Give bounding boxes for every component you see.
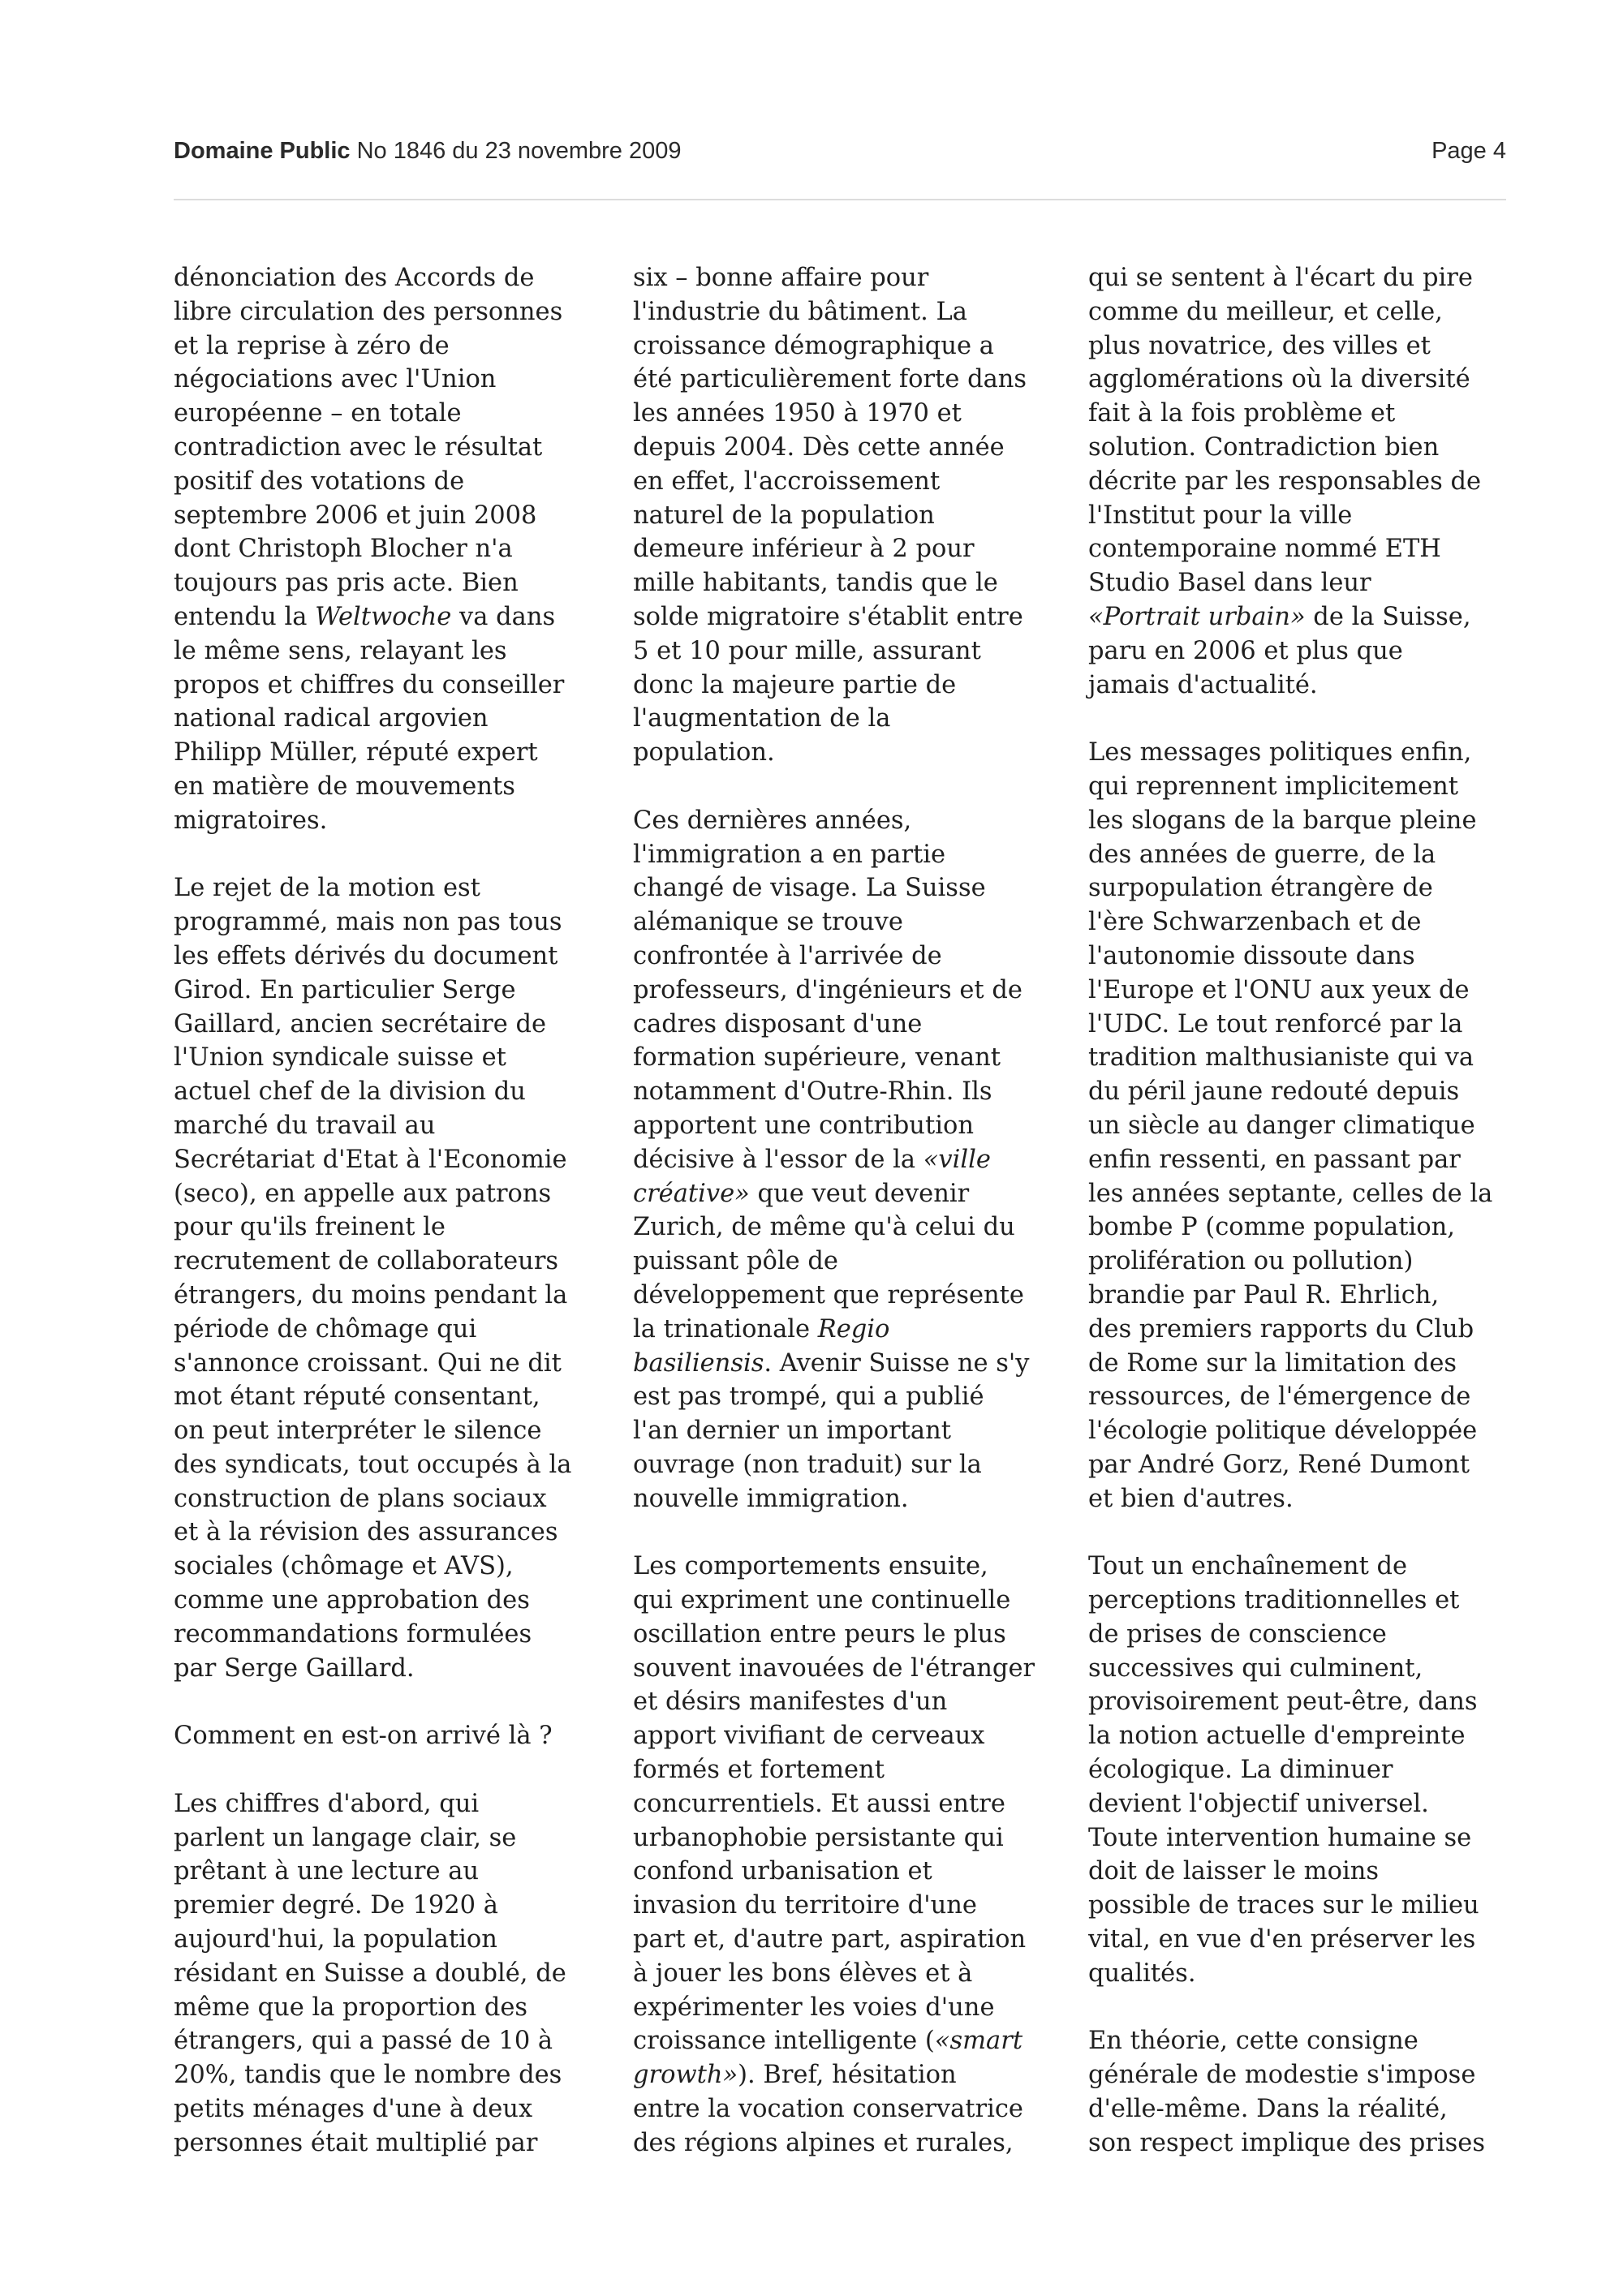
text-line: cadres disposant d'une — [633, 1009, 923, 1038]
header-divider — [174, 199, 1506, 200]
text-line: de prises de conscience — [1088, 1619, 1387, 1649]
paragraph — [174, 871, 579, 1685]
text-column-3 — [1088, 261, 1494, 2161]
text-line: et à la révision des assurances — [174, 1518, 558, 1547]
text-line: mille habitants, tandis que le — [633, 569, 998, 598]
text-line: souvent inavouées de l'étranger — [633, 1653, 1035, 1683]
text-line: perceptions traditionnelles et — [1088, 1586, 1460, 1615]
publication-name: Domaine Public — [174, 138, 351, 164]
text-line: provisoirement peut-être, dans — [1088, 1688, 1478, 1717]
text-line: formés et fortement — [633, 1756, 885, 1785]
text-line: même que la proportion des — [174, 1993, 528, 2022]
text-line: sociales (chômage et AVS), — [174, 1552, 514, 1581]
text-line: positif des votations de — [174, 467, 465, 496]
paragraph — [1088, 2024, 1494, 2160]
text-line: Les chiffres d'abord, qui — [174, 1789, 480, 1818]
text-line: été particulièrement forte dans — [633, 365, 1027, 394]
text-line: aujourd'hui, la population — [174, 1925, 497, 1954]
text-line: septembre 2006 et juin 2008 — [174, 501, 537, 530]
text-line: écologique. La diminuer — [1088, 1756, 1393, 1785]
text-line: l'industrie du bâtiment. La — [633, 297, 967, 326]
paragraph — [633, 804, 1039, 1516]
text-line: les slogans de la barque pleine — [1088, 806, 1477, 835]
text-line: Secrétariat d'Etat à l'Economie — [174, 1145, 567, 1174]
text-line: six – bonne affaire pour — [633, 264, 929, 292]
paragraph — [633, 1550, 1039, 2160]
page-header — [174, 138, 1506, 165]
text-line: confond urbanisation et — [633, 1857, 932, 1886]
text-line: comme une approbation des — [174, 1586, 530, 1615]
text-line: growth»). Bref, hésitation — [633, 2061, 957, 2090]
text-line: croissance démographique a — [633, 331, 994, 360]
text-line: est pas trompé, qui a publié — [633, 1382, 984, 1412]
text-line: l'ère Schwarzenbach et de — [1088, 908, 1422, 937]
text-line: un siècle au danger climatique — [1088, 1111, 1475, 1140]
text-line: donc la majeure partie de — [633, 670, 957, 699]
text-line: européenne – en totale — [174, 399, 462, 428]
text-line: propos et chiffres du conseiller — [174, 670, 565, 699]
text-line: s'annonce croissant. Qui ne dit — [174, 1348, 562, 1378]
paragraph — [174, 1787, 579, 2161]
text-line: par Serge Gaillard. — [174, 1653, 415, 1683]
text-line: recommandations formulées — [174, 1619, 532, 1649]
text-line: enfin ressenti, en passant par — [1088, 1145, 1461, 1174]
text-line: des régions alpines et rurales, — [633, 2128, 1014, 2157]
text-line: Zurich, de même qu'à celui du — [633, 1213, 1015, 1242]
text-line: et la reprise à zéro de — [174, 331, 450, 360]
text-column-2 — [633, 261, 1039, 2161]
text-line: entre la vocation conservatrice — [633, 2095, 1023, 2124]
text-line: Le rejet de la motion est — [174, 874, 480, 903]
text-line: construction de plans sociaux — [174, 1484, 547, 1513]
text-line: l'immigration a en partie — [633, 840, 946, 869]
text-line: la trinationale Regio — [633, 1314, 890, 1344]
text-line: paru en 2006 et plus que — [1088, 636, 1403, 665]
text-line: agglomérations où la diversité — [1088, 365, 1470, 394]
text-line: en matière de mouvements — [174, 772, 515, 801]
text-line: des années de guerre, de la — [1088, 840, 1436, 869]
text-line: la notion actuelle d'empreinte — [1088, 1722, 1466, 1751]
text-line: recrutement de collaborateurs — [174, 1247, 559, 1276]
text-line: entendu la Weltwoche va dans — [174, 602, 556, 631]
text-line: part et, d'autre part, aspiration — [633, 1925, 1027, 1954]
text-line: son respect implique des prises — [1088, 2128, 1485, 2157]
text-line: puissant pôle de — [633, 1247, 838, 1276]
text-line: fait à la fois problème et — [1088, 399, 1396, 428]
text-line: professeurs, d'ingénieurs et de — [633, 975, 1022, 1004]
text-line: décrite par les responsables de — [1088, 467, 1482, 496]
text-line: qui se sentent à l'écart du pire — [1088, 264, 1473, 292]
text-line: formation supérieure, venant — [633, 1043, 1001, 1073]
text-line: depuis 2004. Dès cette année — [633, 432, 1005, 462]
text-line: changé de visage. La Suisse — [633, 874, 986, 903]
text-line: l'autonomie dissoute dans — [1088, 941, 1415, 970]
text-line: par André Gorz, René Dumont — [1088, 1450, 1470, 1479]
text-line: Philipp Müller, réputé expert — [174, 738, 538, 767]
text-line: développement que représente — [633, 1280, 1024, 1309]
text-line: les années septante, celles de la — [1088, 1179, 1493, 1208]
text-line: demeure inférieur à 2 pour — [633, 535, 975, 564]
text-line: du péril jaune redouté depuis — [1088, 1077, 1460, 1107]
text-line: l'augmentation de la — [633, 704, 891, 733]
text-line: doit de laisser le moins — [1088, 1857, 1380, 1886]
paragraph — [1088, 1550, 1494, 1990]
text-line: contemporaine nommé ETH — [1088, 535, 1441, 564]
text-line: solde migratoire s'établit entre — [633, 602, 1023, 631]
paragraph — [633, 261, 1039, 770]
text-line: comme du meilleur, et celle, — [1088, 297, 1443, 326]
text-line: l'Union syndicale suisse et — [174, 1043, 506, 1073]
text-line: le même sens, relayant les — [174, 636, 507, 665]
issue-info: No 1846 du 23 novembre 2009 — [356, 138, 682, 164]
text-line: migratoires. — [174, 806, 328, 835]
text-line: qui expriment une continuelle — [633, 1586, 1011, 1615]
text-line: Les messages politiques enfin, — [1088, 738, 1472, 767]
text-line: Girod. En particulier Serge — [174, 975, 516, 1004]
text-line: dont Christoph Blocher n'a — [174, 535, 513, 564]
text-line: mot étant réputé consentant, — [174, 1382, 540, 1412]
text-line: pour qu'ils freinent le — [174, 1213, 446, 1242]
text-line: créative» que veut devenir — [633, 1179, 970, 1208]
text-line: successives qui culminent, — [1088, 1653, 1423, 1683]
text-line: concurrentiels. Et aussi entre — [633, 1789, 1005, 1818]
text-line: l'Europe et l'ONU aux yeux de — [1088, 975, 1470, 1004]
text-line: qualités. — [1088, 1958, 1196, 1988]
text-line: qui reprennent implicitement — [1088, 772, 1459, 801]
text-line: Gaillard, ancien secrétaire de — [174, 1009, 547, 1038]
text-line: l'écologie politique développée — [1088, 1417, 1478, 1446]
text-line: prêtant à une lecture au — [174, 1857, 480, 1886]
text-line: parlent un langage clair, se — [174, 1823, 517, 1852]
text-line: notamment d'Outre-Rhin. Ils — [633, 1077, 992, 1107]
text-line: 20%, tandis que le nombre des — [174, 2061, 562, 2090]
text-line: Toute intervention humaine se — [1088, 1823, 1472, 1852]
text-line: libre circulation des personnes — [174, 297, 563, 326]
text-line: En théorie, cette consigne — [1088, 2027, 1419, 2056]
text-line: décisive à l'essor de la «ville — [633, 1145, 991, 1174]
text-line: toujours pas pris acte. Bien — [174, 569, 519, 598]
text-line: personnes était multiplié par — [174, 2128, 538, 2157]
text-line: urbanophobie persistante qui — [633, 1823, 1004, 1852]
text-line: oscillation entre peurs le plus — [633, 1619, 1006, 1649]
text-line: tradition malthusianiste qui va — [1088, 1043, 1474, 1073]
text-line: basiliensis. Avenir Suisse ne s'y — [633, 1348, 1030, 1378]
text-line: bombe P (comme population, — [1088, 1213, 1455, 1242]
text-line: nouvelle immigration. — [633, 1484, 909, 1513]
text-line: générale de modestie s'impose — [1088, 2061, 1476, 2090]
text-line: l'UDC. Le tout renforcé par la — [1088, 1009, 1463, 1038]
text-line: on peut interpréter le silence — [174, 1417, 542, 1446]
text-line: prolifération ou pollution) — [1088, 1247, 1414, 1276]
text-line: étrangers, du moins pendant la — [174, 1280, 568, 1309]
text-line: invasion du territoire d'une — [633, 1891, 977, 1920]
text-line: surpopulation étrangère de — [1088, 874, 1433, 903]
text-line: actuel chef de la division du — [174, 1077, 526, 1107]
text-line: naturel de la population — [633, 501, 935, 530]
text-line: en effet, l'accroissement — [633, 467, 941, 496]
text-line: (seco), en appelle aux patrons — [174, 1179, 552, 1208]
text-line: Les comportements ensuite, — [633, 1552, 988, 1581]
text-line: Studio Basel dans leur — [1088, 569, 1371, 598]
text-line: période de chômage qui — [174, 1314, 477, 1344]
text-line: devient l'objectif universel. — [1088, 1789, 1429, 1818]
text-line: population. — [633, 738, 775, 767]
text-line: possible de traces sur le milieu — [1088, 1891, 1479, 1920]
text-line: premier degré. De 1920 à — [174, 1891, 498, 1920]
text-line: croissance intelligente («smart — [633, 2027, 1023, 2056]
text-line: expérimenter les voies d'une — [633, 1993, 995, 2022]
text-line: ouvrage (non traduit) sur la — [633, 1450, 982, 1479]
text-line: programmé, mais non pas tous — [174, 908, 562, 937]
text-line: Tout un enchaînement de — [1088, 1552, 1408, 1581]
text-line: l'Institut pour la ville — [1088, 501, 1353, 530]
text-line: l'an dernier un important — [633, 1417, 952, 1446]
text-line: Ces dernières années, — [633, 806, 912, 835]
text-line: dénonciation des Accords de — [174, 264, 535, 292]
text-line: confrontée à l'arrivée de — [633, 941, 942, 970]
text-line: des syndicats, tout occupés à la — [174, 1450, 572, 1479]
text-line: étrangers, qui a passé de 10 à — [174, 2027, 553, 2056]
text-column-1 — [174, 261, 579, 2161]
text-line: négociations avec l'Union — [174, 365, 497, 394]
text-line: et bien d'autres. — [1088, 1484, 1294, 1513]
text-line: jamais d'actualité. — [1088, 670, 1318, 699]
text-line: apportent une contribution — [633, 1111, 974, 1140]
text-line: d'elle-même. Dans la réalité, — [1088, 2095, 1448, 2124]
text-line: brandie par Paul R. Ehrlich, — [1088, 1280, 1440, 1309]
text-line: Comment en est-on arrivé là ? — [174, 1722, 553, 1751]
text-line: contradiction avec le résultat — [174, 432, 543, 462]
text-line: les effets dérivés du document — [174, 941, 558, 970]
text-line: alémanique se trouve — [633, 908, 903, 937]
text-line: national radical argovien — [174, 704, 489, 733]
text-line: de Rome sur la limitation des — [1088, 1348, 1457, 1378]
text-line: et désirs manifestes d'un — [633, 1688, 948, 1717]
text-line: solution. Contradiction bien — [1088, 432, 1440, 462]
text-line: 5 et 10 pour mille, assurant — [633, 636, 981, 665]
text-line: vital, en vue d'en préserver les — [1088, 1925, 1476, 1954]
text-line: apport vivifiant de cerveaux — [633, 1722, 985, 1751]
text-line: plus novatrice, des villes et — [1088, 331, 1431, 360]
page-number: Page 4 — [1431, 138, 1506, 164]
text-line: petits ménages d'une à deux — [174, 2095, 533, 2124]
text-line: «Portrait urbain» de la Suisse, — [1088, 602, 1471, 631]
text-line: résidant en Suisse a doublé, de — [174, 1958, 566, 1988]
paragraph — [1088, 261, 1494, 702]
paragraph — [174, 1719, 579, 1753]
paragraph — [174, 261, 579, 838]
text-line: les années 1950 à 1970 et — [633, 399, 962, 428]
text-line: à jouer les bons élèves et à — [633, 1958, 973, 1988]
paragraph — [1088, 736, 1494, 1516]
text-line: ressources, de l'émergence de — [1088, 1382, 1471, 1412]
text-line: des premiers rapports du Club — [1088, 1314, 1474, 1344]
text-line: marché du travail au — [174, 1111, 436, 1140]
